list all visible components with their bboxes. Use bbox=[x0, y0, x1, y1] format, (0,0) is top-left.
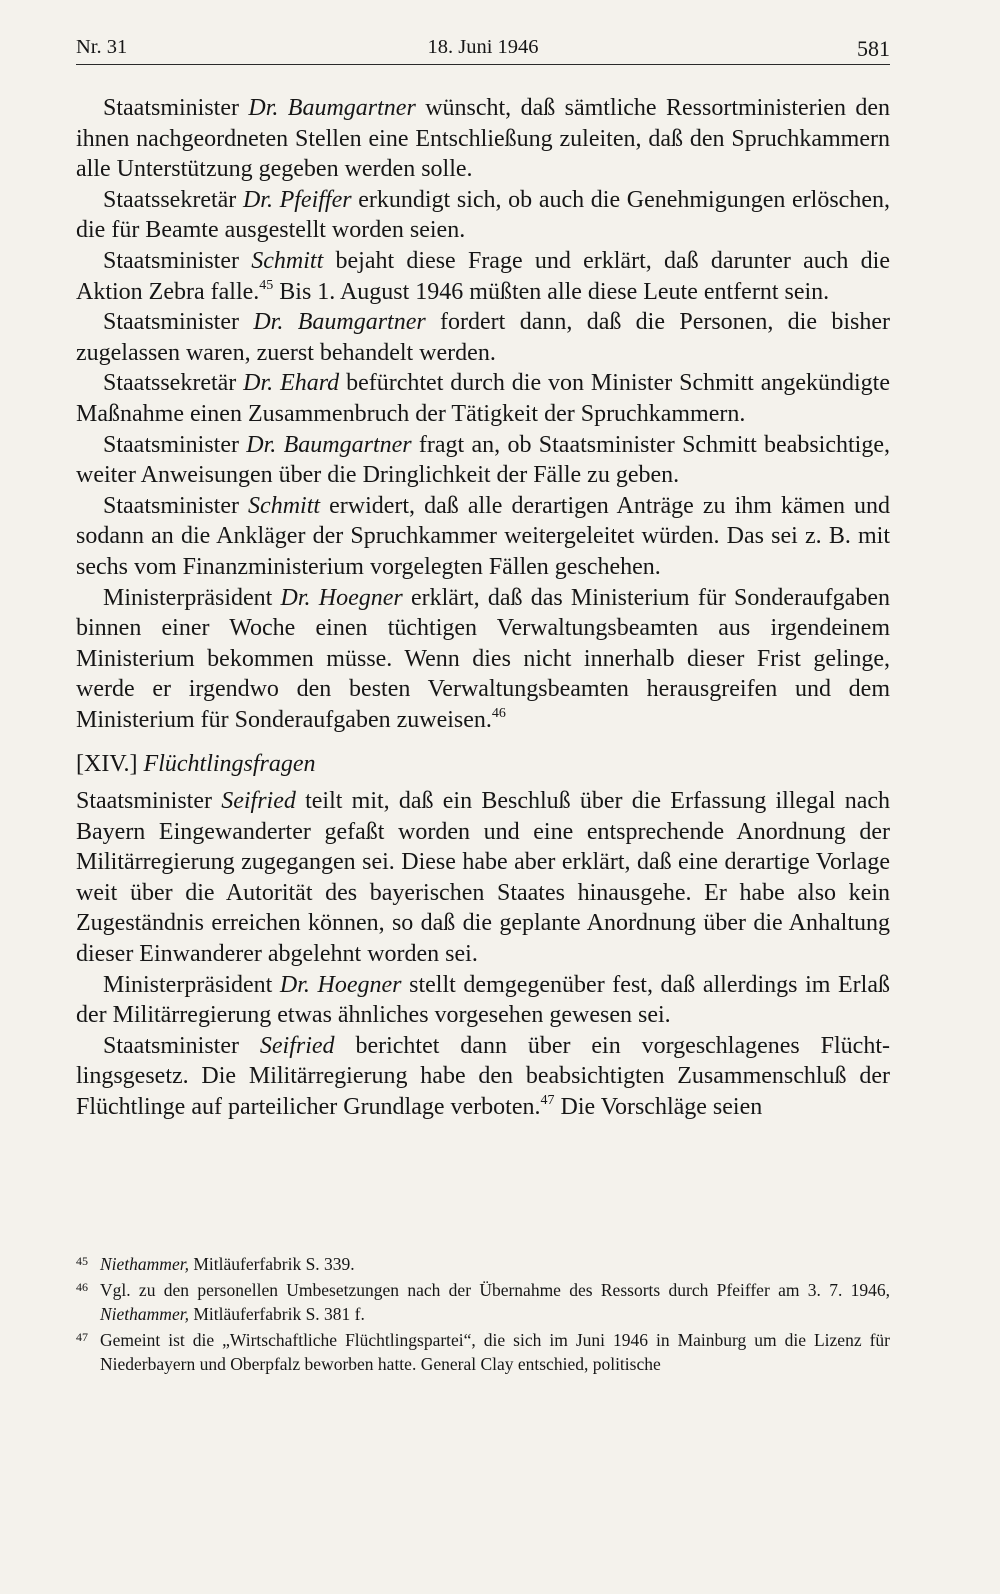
footnote: 46 Vgl. zu den personellen Umbesetzungen nach der Übernahme des Ressorts durch Pfeiffer am 3. 7. 1946, Niethammer, Mitläuferfabrik S. 381 f. bbox=[76, 1278, 890, 1327]
speaker-name: Dr. Hoegner bbox=[279, 971, 402, 998]
document-number: Nr. 31 bbox=[76, 36, 128, 58]
paragraph: Staatsminister Dr. Baumgartner fragt an, ob Staatsminister Schmitt beabsichtige, weiter Anweisungen über die Dringlichkeit der Fälle zu geben. bbox=[76, 431, 890, 489]
speaker-name: Dr. Baumgartner bbox=[248, 95, 416, 121]
section-heading bbox=[76, 749, 890, 780]
page-number: 581 bbox=[857, 36, 890, 61]
speaker-name: Dr. Ehard bbox=[243, 370, 340, 397]
speaker-name: Seifried bbox=[259, 1032, 335, 1059]
section-label: [XIV.] bbox=[76, 751, 138, 778]
footnote: 47 Gemeint ist die „Wirtschaftliche Flüchtlingspartei“, die sich im Juni 1946 in Mainburg um die Lizenz für Niederbayern und Oberpfalz beworben hatte. General Clay entschied, politische bbox=[76, 1328, 890, 1377]
speaker-name: Dr. Pfeiffer bbox=[242, 186, 352, 213]
footnote: 45 Niethammer, Mitläuferfabrik S. 339. bbox=[76, 1252, 890, 1277]
paragraph: Staatsminister Dr. Baumgartner wünscht, daß sämtliche Ressortministerien den ihnen nachgeordneten Stellen eine Entschließung zuleiten, daß den Spruchkammern alle Unterstützung gegeben werden solle. bbox=[76, 95, 891, 183]
footnote-ref: 45 bbox=[259, 277, 274, 293]
footnote-number: 45 bbox=[76, 1254, 88, 1268]
speaker-name: Dr. Hoegner bbox=[280, 584, 403, 611]
footnote-ref: 47 bbox=[540, 1093, 555, 1108]
paragraph: Ministerpräsident Dr. Hoegner stellt demgegenüber fest, daß allerdings im Erlaß der Militärregierung etwas ähnliches vorgesehen gewesen sei. bbox=[76, 971, 890, 1029]
paragraph: Staatssekretär Dr. Ehard befürchtet durch die von Minister Schmitt angekündigte Maßnahme einen Zusammenbruch der Tätigkeit der Spruchkammern. bbox=[76, 370, 890, 427]
paragraph: Staatsminister Seifried teilt mit, daß ein Beschluß über die Erfassung illegal nach Bayern Eingewanderter gefaßt worden und eine entsprechende Anordnung der Militärregierung zugegangen sei. Diese habe aber erklärt, daß eine derartige Vorlage weit über die Autorität des bayerischen Staates hinausgehe. Er habe also kein Zugeständnis erreichen können, so daß die geplante Anordnung über die Anhaltung dieser Einwanderer abgelehnt worden sei. bbox=[76, 788, 891, 968]
document-date: 18. Juni 1946 bbox=[427, 36, 539, 58]
speaker-name: Schmitt bbox=[248, 492, 321, 519]
paragraph: Staatsminister Schmitt erwidert, daß alle derartigen Anträge zu ihm kämen und sodann an die Ankläger der Spruchkammer weitergeleitet würden. Das sei z. B. mit sechs vom Finanzministerium vorgelegten Fällen geschehen. bbox=[76, 492, 890, 580]
footnotes bbox=[76, 1252, 890, 1378]
paragraph: Staatsminister Dr. Baumgartner fordert dann, daß die Personen, die bisher zugelassen waren, zuerst behandelt werden. bbox=[76, 309, 891, 366]
paragraph: Staatsminister Seifried berichtet dann über ein vorgeschlagenes Flüchtlingsgesetz. Die Militärregierung habe den beabsichtigten Zusammenschluß der Flüchtlinge auf parteilicher Grundlage verboten.$^{47}$ Die Vorschläge seien bbox=[76, 1032, 891, 1120]
body-text bbox=[76, 93, 890, 1123]
footnote-number: 47 bbox=[76, 1329, 88, 1344]
speaker-name: Seifried bbox=[221, 788, 296, 815]
speaker-name: Schmitt bbox=[251, 247, 324, 274]
footnote-ref: 46 bbox=[491, 705, 506, 721]
running-head bbox=[76, 34, 890, 65]
paragraph: Staatsminister Schmitt bejaht diese Frage und erklärt, daß darunter auch die Aktion Zebra falle.$^{45}$ Bis 1. August 1946 müßten alle diese Leute entfernt sein. bbox=[76, 247, 890, 305]
section-title: Flüchtlingsfragen bbox=[143, 751, 316, 778]
paragraph: Staatssekretär Dr. Pfeiffer erkundigt sich, ob auch die Genehmigungen erlöschen, die für Beamte ausgestellt worden seien. bbox=[76, 186, 890, 244]
speaker-name: Dr. Baumgartner bbox=[253, 309, 426, 336]
footnote-number: 46 bbox=[76, 1279, 88, 1294]
paragraph: Ministerpräsident Dr. Hoegner erklärt, daß das Ministerium für Sonderaufgaben binnen einer Woche einen tüchtigen Verwaltungsbeamten aus irgendeinem Ministerium bekommen müsse. Wenn dies nicht innerhalb dieser Frist gelinge, werde er irgendwo den besten Verwaltungsbeamten herausgreifen und dem Ministerium für Sonderaufgaben zuweisen.$^{46}$ bbox=[76, 584, 890, 733]
speaker-name: Dr. Baumgartner bbox=[246, 431, 412, 458]
